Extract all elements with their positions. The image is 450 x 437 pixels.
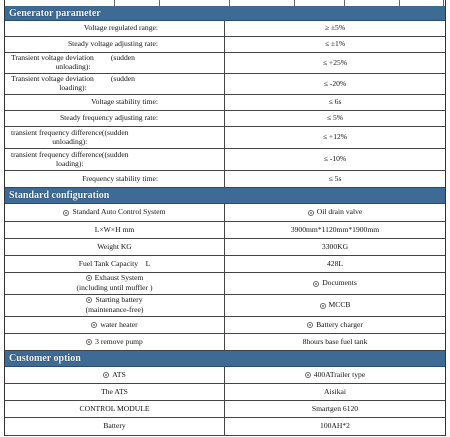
gear-icon (63, 210, 69, 216)
gear-icon (308, 210, 314, 216)
config-left: Standard Auto Control System (5, 204, 225, 221)
gear-icon (86, 297, 92, 303)
param-label: Steady frequency adjusting rate: (5, 111, 225, 126)
section-title: Customer option (9, 353, 81, 364)
config-left: L×W×H mm (5, 222, 225, 238)
param-value: ≥ ±5% (324, 23, 346, 33)
config-left: Exhaust System (including until muffler ) (5, 273, 225, 294)
table-row (5, 384, 445, 401)
config-right: 8hours base fuel tank (302, 336, 368, 346)
param-label: transient frequency difference((sudden unloading): (5, 127, 225, 148)
param-label: Transient voltage deviation (sudden loading): (5, 74, 225, 94)
gear-icon (320, 303, 326, 309)
table-row (5, 222, 445, 239)
param-label: Transient voltage deviation (sudden unloading): (5, 53, 225, 73)
param-label: transient frequency difference((sudden loading): (5, 149, 225, 170)
param-value: ≤ ±1% (324, 39, 346, 49)
config-right: 3900mm*1120mm*1900mm (290, 224, 380, 234)
table-row (5, 273, 445, 295)
config-left: Starting battery (maintenance-free) (5, 295, 225, 316)
table-row (5, 127, 445, 149)
config-left: Weight KG (5, 239, 225, 255)
table-row (5, 53, 445, 74)
param-value: ≤ 5s (328, 173, 342, 183)
table-row (5, 204, 445, 222)
table-row (5, 295, 445, 317)
config-left: water heater (5, 317, 225, 333)
table-row (5, 111, 445, 127)
gear-icon (313, 281, 319, 287)
config-right: 3300KG (321, 241, 349, 251)
option-right: 100AH*2 (320, 421, 350, 431)
table-row (5, 74, 445, 95)
gear-icon (103, 372, 109, 378)
table-row (5, 21, 445, 37)
option-right: Aisikai (324, 386, 346, 396)
table-row (5, 239, 445, 256)
table-row (5, 37, 445, 53)
table-row (5, 149, 445, 171)
config-right: 428L (326, 258, 344, 268)
section-header-standard (5, 188, 445, 204)
param-value: ≤ -20% (323, 78, 347, 88)
option-left: Battery (5, 418, 225, 435)
gear-icon (305, 372, 311, 378)
section-header-customer (5, 351, 445, 367)
config-left: 3 remove pump (5, 334, 225, 350)
config-right: Battery charger (225, 317, 445, 333)
param-label: Voltage regulated range: (5, 21, 225, 36)
table-row (5, 317, 445, 334)
option-left: The ATS (5, 384, 225, 400)
section-title: Standard configuration (9, 190, 110, 201)
spec-table (4, 0, 446, 436)
param-label: Frequency stability time: (5, 171, 225, 187)
table-row (5, 95, 445, 111)
gear-icon (91, 322, 97, 328)
gear-icon (307, 322, 313, 328)
table-row (5, 334, 445, 351)
param-value: ≤ -10% (323, 154, 347, 164)
table-row (5, 171, 445, 188)
option-right: Smartgen 6120 (311, 403, 359, 413)
gear-icon (86, 339, 92, 345)
table-row (5, 367, 445, 384)
param-value: ≤ 5% (326, 113, 344, 123)
section-header-generator (5, 6, 445, 21)
section-title: Generator parameter (9, 7, 101, 19)
param-label: Voltage stability time: (5, 95, 225, 110)
config-right: MCCB (225, 295, 445, 316)
config-right: Oil drain valve (225, 204, 445, 221)
config-left: Fuel Tank Capacity L (5, 256, 225, 272)
param-value: ≤ 6s (328, 97, 342, 107)
param-label: Steady voltage adjusting rate: (5, 37, 225, 52)
table-row (5, 418, 445, 436)
option-left: ATS (5, 367, 225, 383)
table-row (5, 256, 445, 273)
option-right: 400ATrailer type (225, 367, 445, 383)
config-right: Documents (225, 273, 445, 294)
gear-icon (86, 275, 92, 281)
param-value: ≤ +12% (322, 132, 348, 142)
table-row (5, 401, 445, 418)
option-left: CONTROL MODULE (5, 401, 225, 417)
param-value: ≤ +25% (322, 57, 348, 67)
